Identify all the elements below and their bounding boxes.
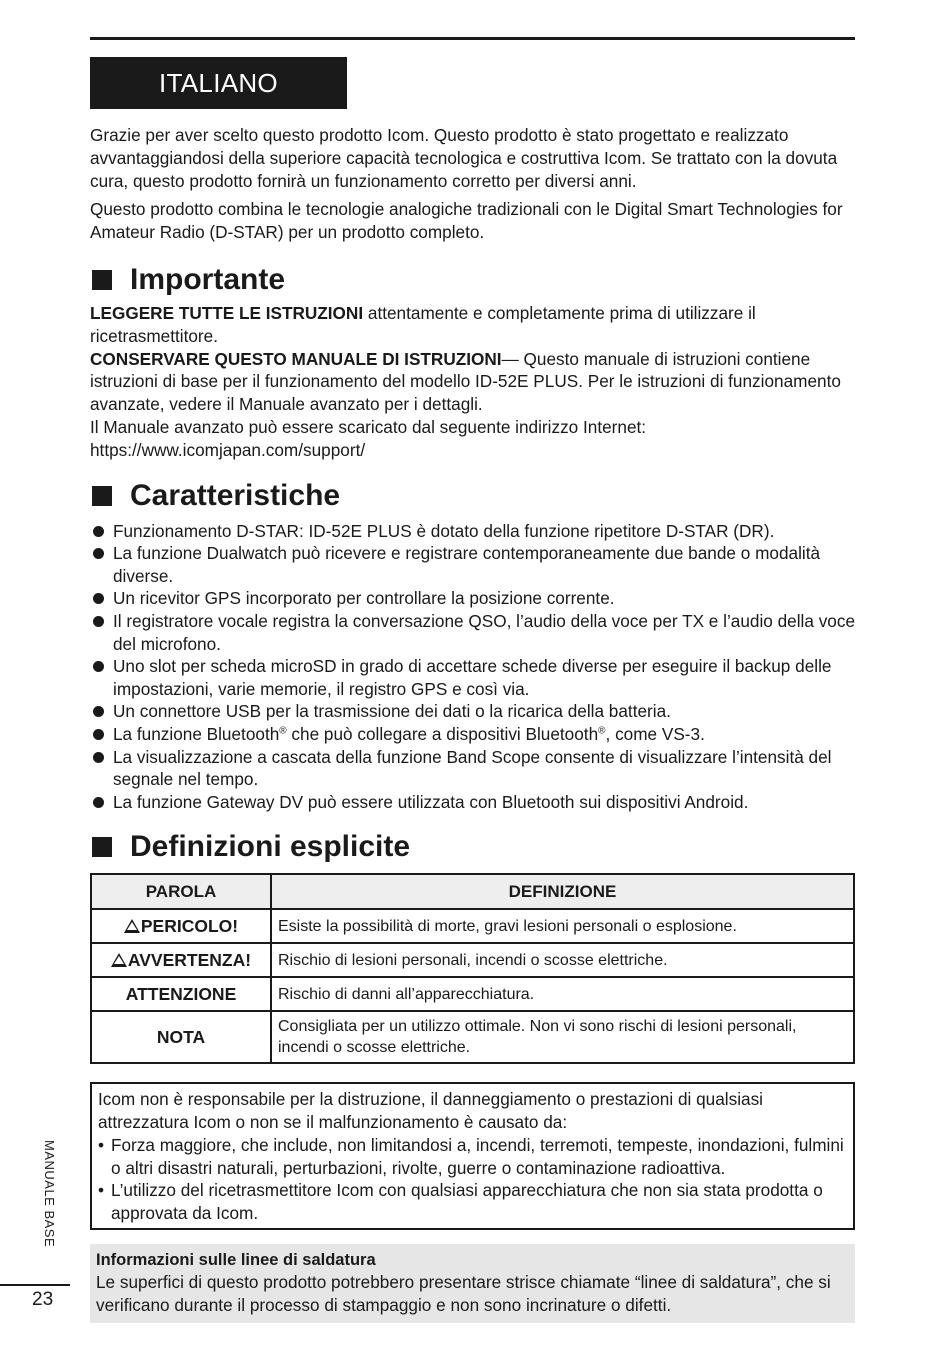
section-definizioni bbox=[90, 829, 855, 1064]
intro bbox=[90, 124, 855, 244]
solder-lines-note bbox=[90, 1244, 855, 1323]
list-item: Il registratore vocale registra la conversazione QSO, l’audio della voce per TX e l’audio della voce del microfono. bbox=[90, 610, 855, 655]
list-item: • L’utilizzo del ricetrasmettitore Icom con qualsiasi apparecchiatura che non sia stata prodotta o approvata da Icom. bbox=[98, 1179, 847, 1225]
top-rule bbox=[90, 37, 855, 40]
table-row bbox=[91, 977, 854, 1011]
intro-paragraph: Questo prodotto combina le tecnologie analogiche tradizionali con le Digital Smart Technologies for Amateur Radio (D-STAR) per un prodotto completo. bbox=[90, 199, 843, 243]
definition-cell: Esiste la possibilità di morte, gravi lesioni personali o esplosione. bbox=[271, 909, 854, 943]
square-bullet-icon bbox=[92, 486, 112, 506]
importante-paragraph: CONSERVARE QUESTO MANUALE DI ISTRUZIONI— Questo manuale di istruzioni contiene istruzioni di base per il funzionamento del modello ID-52E PLUS. Per le istruzioni di funzionamento avanzate, vedere il Manuale avanzato per i dettagli. bbox=[90, 348, 841, 415]
importante-paragraph: Il Manuale avanzato può essere scaricato dal seguente indirizzo Internet: bbox=[90, 416, 647, 437]
page-number: 23 bbox=[32, 1289, 54, 1310]
list-item: La funzione Bluetooth® che può collegare a dispositivi Bluetooth®, come VS-3. bbox=[90, 723, 855, 746]
definitions-table bbox=[90, 873, 855, 1064]
language-banner: ITALIANO bbox=[90, 57, 347, 109]
list-item: La funzione Dualwatch può ricevere e registrare contemporaneamente due bande o modalità diverse. bbox=[90, 542, 855, 587]
table-header-row bbox=[91, 874, 854, 909]
note-text: Le superfici di questo prodotto potrebbero presentare strisce chiamate “linee di saldatura”, che si verificano durante il processo di stampaggio e non sono incrinature o difetti. bbox=[96, 1272, 831, 1315]
disclaimer-intro: Icom non è responsabile per la distruzione, il danneggiamento o prestazioni di qualsiasi attrezzatura Icom o non se il malfunzionamento è causato da: bbox=[98, 1089, 763, 1133]
table-row bbox=[91, 1011, 854, 1063]
list-item: Uno slot per scheda microSD in grado di accettare schede diverse per eseguire il backup delle impostazioni, varie memorie, il registro GPS e così via. bbox=[90, 655, 855, 700]
term-cell: ATTENZIONE bbox=[91, 977, 271, 1011]
square-bullet-icon bbox=[92, 837, 112, 857]
definition-cell: Consigliata per un utilizzo ottimale. Non vi sono rischi di lesioni personali, incendi o scosse elettriche. bbox=[271, 1011, 854, 1063]
intro-paragraph: Grazie per aver scelto questo prodotto Icom. Questo prodotto è stato progettato e realizzato avvantaggiandosi della superiore capacità tecnologica e costruttiva Icom. Se trattato con la dovuta cura, questo prodotto fornirà un funzionamento corretto per diversi anni. bbox=[90, 125, 838, 191]
side-label: MANUALE BASE bbox=[42, 1140, 57, 1248]
importante-paragraph: LEGGERE TUTTE LE ISTRUZIONI attentamente e completamente prima di utilizzare il ricetrasmettitore. bbox=[90, 302, 756, 346]
list-item: La funzione Gateway DV può essere utilizzata con Bluetooth sui dispositivi Android. bbox=[90, 791, 855, 814]
section-heading: Importante bbox=[90, 262, 855, 298]
disclaimer-box bbox=[90, 1082, 855, 1230]
warning-triangle-icon bbox=[111, 953, 127, 967]
list-item: • Forza maggiore, che include, non limitandosi a, incendi, terremoti, tempeste, inondazioni, fulmini o altri disastri naturali, perturbazioni, rivolte, guerre o contaminazione radioattiva. bbox=[98, 1134, 847, 1180]
column-header-definition: DEFINIZIONE bbox=[271, 874, 854, 909]
list-item: La visualizzazione a cascata della funzione Band Scope consente di visualizzare l’intensità del segnale nel tempo. bbox=[90, 746, 855, 791]
list-item: Un connettore USB per la trasmissione dei dati o la ricarica della batteria. bbox=[90, 700, 855, 723]
section-heading: Definizioni esplicite bbox=[90, 829, 855, 865]
definition-cell: Rischio di lesioni personali, incendi o scosse elettriche. bbox=[271, 943, 854, 977]
section-importante bbox=[90, 262, 855, 462]
column-header-term: PAROLA bbox=[91, 874, 271, 909]
section-caratteristiche bbox=[90, 478, 855, 814]
list-item: Un ricevitor GPS incorporato per controllare la posizione corrente. bbox=[90, 587, 855, 610]
section-heading: Caratteristiche bbox=[90, 478, 855, 514]
square-bullet-icon bbox=[92, 270, 112, 290]
term-cell: AVVERTENZA! bbox=[91, 943, 271, 977]
page-content bbox=[90, 124, 855, 1323]
definition-cell: Rischio di danni all’apparecchiatura. bbox=[271, 977, 854, 1011]
feature-list bbox=[90, 520, 855, 814]
page-number-rule bbox=[0, 1284, 70, 1286]
warning-triangle-icon bbox=[124, 919, 140, 933]
support-url: https://www.icomjapan.com/support/ bbox=[90, 439, 366, 460]
disclaimer-list bbox=[98, 1134, 847, 1225]
term-cell: PERICOLO! bbox=[91, 909, 271, 943]
list-item: Funzionamento D-STAR: ID-52E PLUS è dotato della funzione ripetitore D-STAR (DR). bbox=[90, 520, 855, 543]
note-title: Informazioni sulle linee di saldatura bbox=[96, 1251, 376, 1270]
table-row bbox=[91, 909, 854, 943]
term-cell: NOTA bbox=[91, 1011, 271, 1063]
table-row bbox=[91, 943, 854, 977]
